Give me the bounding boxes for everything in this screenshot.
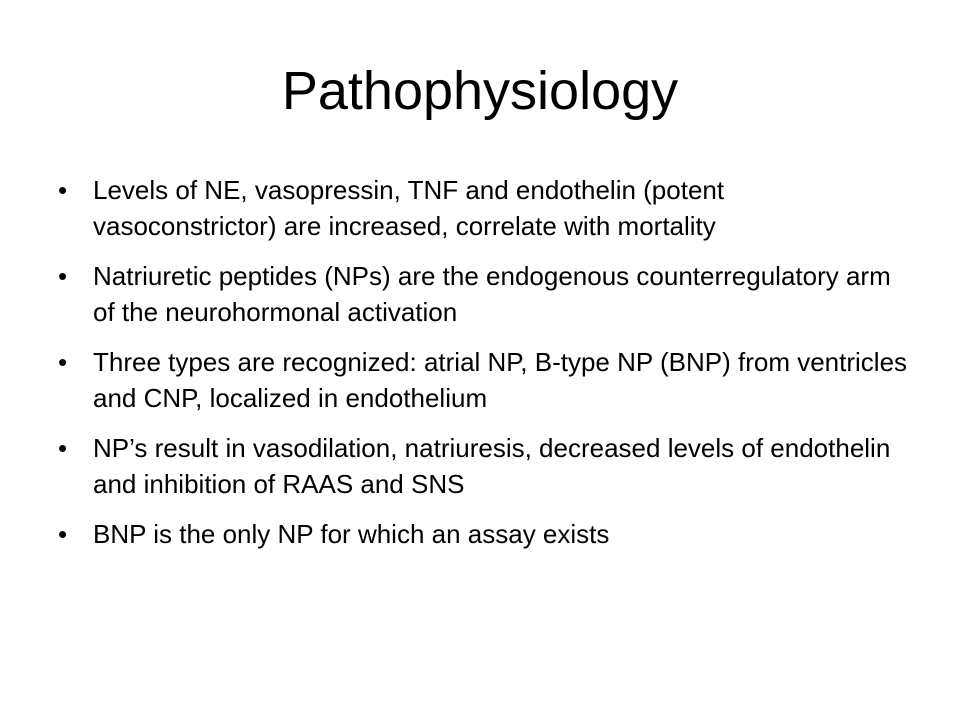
bullet-dot-icon: • <box>58 347 68 377</box>
bullet-item <box>58 258 908 330</box>
bullet-dot-icon: • <box>58 519 68 549</box>
bullet-text: Natriuretic peptides (NPs) are the endogenous counterregulatory arm of the neurohormonal activation <box>93 261 891 327</box>
bullet-text: Three types are recognized: atrial NP, B-type NP (BNP) from ventricles and CNP, localized in endothelium <box>93 347 908 413</box>
bullet-item <box>58 344 908 416</box>
bullet-item <box>58 516 908 552</box>
slide-title: Pathophysiology <box>281 61 679 121</box>
bullet-dot-icon: • <box>58 433 68 463</box>
bullet-list <box>58 172 908 566</box>
bullet-text: NP’s result in vasodilation, natriuresis, decreased levels of endothelin and inhibition of RAAS and SNS <box>93 433 891 499</box>
bullet-item <box>58 172 908 244</box>
bullet-dot-icon: • <box>58 261 68 291</box>
bullet-dot-icon: • <box>58 175 68 205</box>
bullet-item <box>58 430 908 502</box>
bullet-text: Levels of NE, vasopressin, TNF and endothelin (potent vasoconstrictor) are increased, correlate with mortality <box>93 175 725 241</box>
bullet-text: BNP is the only NP for which an assay exists <box>93 519 610 549</box>
